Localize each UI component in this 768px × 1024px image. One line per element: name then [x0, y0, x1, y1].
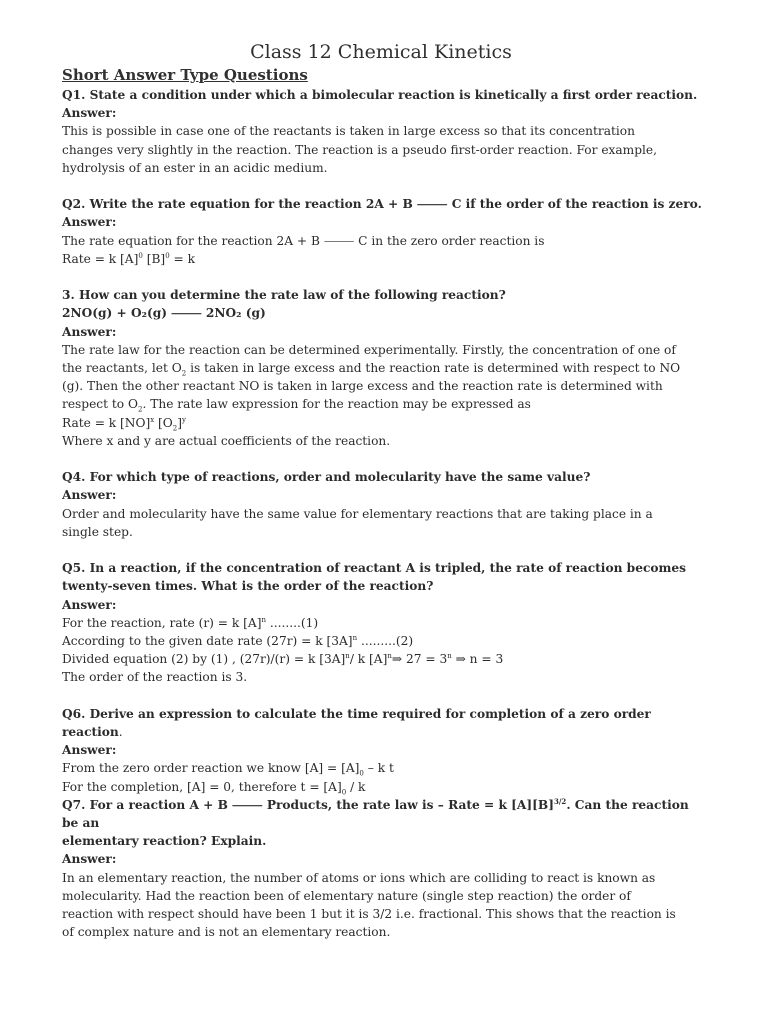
page-title: Class 12 Chemical Kinetics: [250, 41, 512, 63]
section-heading: Short Answer Type Questions: [62, 66, 308, 84]
question-1: Q1. State a condition under which a bimolecular reaction is kinetically a first order reaction.: [62, 88, 698, 102]
question-7: Q7. For a reaction A + B ⸻ Products, the rate law is – Rate = k $[A][B]^{3/2}$. Can the reaction be an: [62, 796, 689, 831]
answer-3-line: respect to $O_2$. The rate law expression for the reaction may be expressed as: [62, 397, 531, 414]
answer-3-line: Where x and y are actual coefficients of the reaction.: [62, 433, 391, 448]
answer-label: Answer:: [62, 852, 117, 867]
question-3: 3. How can you determine the rate law of the following reaction?: [62, 288, 506, 303]
question-7: elementary reaction? Explain.: [62, 834, 267, 849]
answer-6-line: For the completion, [A] = 0, therefore $t = [A]_0 / k$: [62, 779, 366, 797]
answer-3-line: The rate law for the reaction can be determined experimentally. Firstly, the concentration of one of: [62, 342, 676, 357]
answer-3-line: (g). Then the other reactant NO is taken in large excess and the reaction rate is determined with: [62, 379, 663, 394]
question-3-equation: 2NO(g) + O₂(g) ⸻ 2NO₂ (g): [62, 306, 266, 321]
question-4: Q4. For which type of reactions, order and molecularity have the same value?: [62, 470, 591, 485]
question-6: Q6. Derive an expression to calculate the time required for completion of a zero order: [62, 706, 651, 721]
answer-label: Answer:: [62, 743, 117, 758]
answer-5-line: The order of the reaction is 3.: [62, 670, 248, 685]
answer-3-rate-equation: Rate = k [NO]$^x$ $[O_2]^y$: [62, 415, 186, 433]
answer-5-line: Divided equation (2) by (1) , (27r)/(r) = k $[3A]^n/$ k $[A]^n\Rightarrow$ $27 = 3^n$ ⇒ n = 3: [62, 652, 504, 667]
answer-2-rate-equation: Rate = k $[A]^0$ $[B]^0 = k$: [62, 251, 196, 266]
question-2: Q2. Write the rate equation for the reaction 2A + B ⸻ C if the order of the reaction is zero.: [62, 197, 702, 212]
answer-label: Answer:: [62, 488, 117, 503]
answer-label: Answer:: [62, 597, 117, 612]
answer-label: Answer:: [62, 324, 117, 339]
answer-5-line: According to the given date rate (27r) = k $[3A]^n$ .........(2): [62, 633, 414, 649]
answer-4-line: Order and molecularity have the same value for elementary reactions that are taking place in a: [62, 506, 653, 521]
answer-7-line: of complex nature and is not an elementary reaction.: [62, 925, 391, 940]
answer-7-line: reaction with respect should have been 1 but it is 3/2 i.e. fractional. This shows that the reaction is: [62, 907, 676, 922]
answer-5-line: For the reaction, rate (r) = k $[A]^n$ ........(1): [62, 615, 319, 630]
answer-2-line: The rate equation for the reaction 2A + B ⸻ C in the zero order reaction is: [62, 233, 545, 248]
answer-3-line: the reactants, let $O_2$ is taken in large excess and the reaction rate is determined with respect to NO: [62, 361, 681, 378]
answer-label: Answer:: [62, 106, 117, 121]
answer-6-line: From the zero order reaction we know $[A] = [A]_0 - k$ t: [62, 761, 394, 778]
question-5: Q5. In a reaction, if the concentration of reactant A is tripled, the rate of reaction becomes: [62, 561, 687, 576]
answer-1-line: hydrolysis of an ester in an acidic medium.: [62, 160, 328, 175]
answer-label: Answer:: [62, 215, 117, 230]
question-5: twenty-seven times. What is the order of the reaction?: [62, 579, 434, 594]
answer-1-line: changes very slightly in the reaction. The reaction is a pseudo first-order reaction. For example,: [62, 142, 658, 157]
answer-4-line: single step.: [62, 524, 133, 539]
document-body: [62, 86, 702, 941]
question-6: reaction.: [62, 725, 123, 740]
answer-7-line: In an elementary reaction, the number of atoms or ions which are colliding to react is known as: [62, 870, 656, 885]
answer-7-line: molecularity. Had the reaction been of elementary nature (single step reaction) the order of: [62, 888, 631, 903]
answer-1-line: This is possible in case one of the reactants is taken in large excess so that its concentration: [62, 124, 635, 139]
